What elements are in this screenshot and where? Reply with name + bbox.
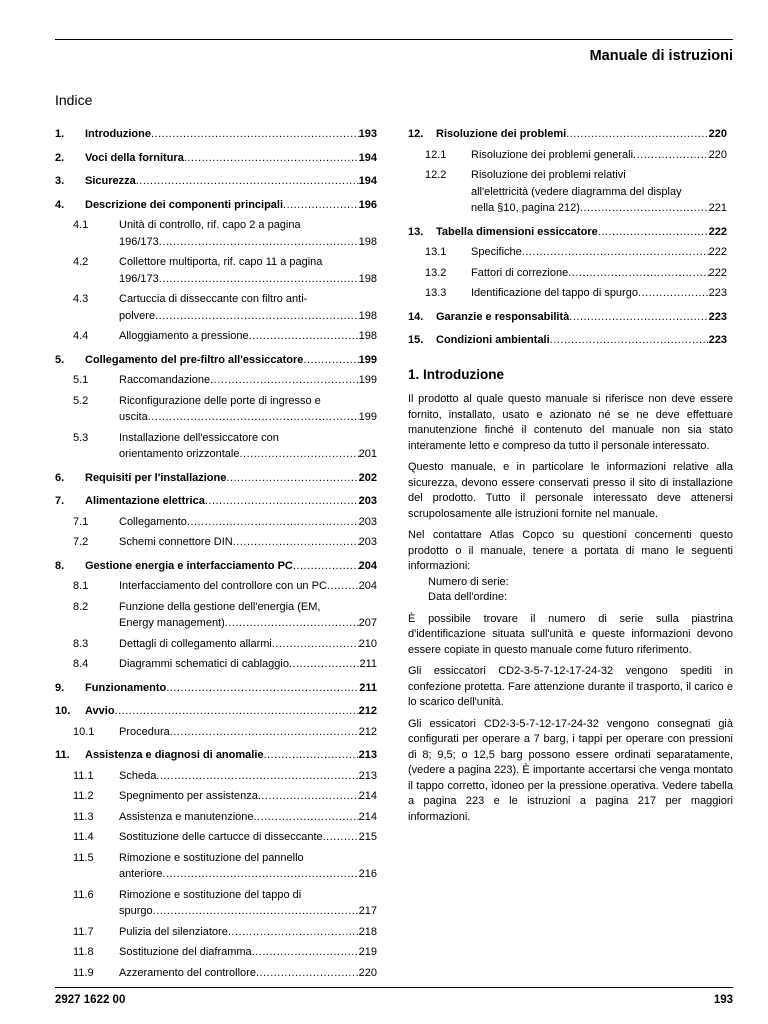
- toc-entry-title: Funzionamento: [85, 681, 167, 694]
- toc-dot-leader: [115, 703, 359, 720]
- toc-entry-page: 196: [358, 198, 377, 211]
- toc-entry-page: 203: [358, 536, 377, 548]
- toc-entry-title: Cartuccia di disseccante con filtro anti-: [119, 293, 308, 305]
- toc-entry-number: 5.: [55, 353, 65, 366]
- toc-entry[interactable]: [55, 291, 377, 324]
- toc-entry[interactable]: [55, 599, 377, 632]
- toc-entry[interactable]: [408, 285, 727, 302]
- toc-entry[interactable]: [55, 829, 377, 846]
- toc-entry-page: 212: [358, 725, 377, 738]
- toc-entry-page: 193: [358, 128, 377, 140]
- toc-dot-leader: [156, 768, 358, 785]
- toc-entry[interactable]: [55, 534, 377, 551]
- toc-entry-number: 5.2: [73, 394, 89, 407]
- toc-entry[interactable]: [55, 514, 377, 531]
- toc-entry-page: 218: [358, 925, 377, 938]
- toc-entry-number: 4.: [55, 198, 65, 211]
- toc-entry[interactable]: [55, 352, 377, 369]
- toc-entry[interactable]: [55, 328, 377, 345]
- toc-entry-title: Rimozione e sostituzione del tappo di: [119, 888, 302, 901]
- toc-dot-leader: [187, 514, 359, 531]
- toc-dot-leader: [264, 747, 359, 764]
- toc-entry-number: 5.1: [73, 374, 89, 386]
- toc-entry-page: 198: [358, 309, 377, 322]
- toc-entry-page: 204: [358, 580, 377, 592]
- toc-entry-page: 203: [358, 495, 377, 507]
- toc-entry-title: Interfacciamento del controllore con un PC: [119, 580, 327, 592]
- toc-entry-title: Collettore multiporta, rif. capo 11 a pagina: [119, 256, 323, 268]
- toc-entry-title: spurgo: [119, 905, 153, 917]
- toc-dot-leader: [249, 328, 359, 345]
- toc-entry[interactable]: [55, 747, 377, 764]
- toc-entry-title: Dettagli di collegamento allarmi: [119, 637, 272, 650]
- intro-list-item: Numero di serie:: [428, 575, 509, 588]
- toc-entry-number: 12.: [408, 128, 424, 140]
- toc-entry[interactable]: [55, 150, 377, 167]
- toc-entry-number: 8.3: [73, 637, 89, 650]
- toc-entry-number: 1.: [55, 128, 65, 140]
- toc-dot-leader: [159, 234, 359, 251]
- toc-entry[interactable]: [55, 126, 377, 143]
- toc-entry-title: all'elettricità (vedere diagramma del display: [471, 185, 682, 198]
- toc-entry-number: 11.2: [73, 790, 94, 802]
- toc-entry[interactable]: [55, 254, 377, 287]
- toc-entry-page: 220: [708, 148, 727, 161]
- toc-entry[interactable]: [55, 965, 377, 982]
- toc-entry[interactable]: [55, 850, 377, 883]
- toc-dot-leader: [205, 493, 359, 510]
- toc-entry-title: Requisiti per l'installazione: [85, 471, 227, 484]
- toc-right-column: [408, 126, 727, 349]
- toc-entry-number: 7.1: [73, 515, 89, 528]
- intro-paragraph: È possibile trovare il numero di serie sulla piastrina d'identificazione situata sull'unità e queste informazioni devono essere copiate in questo manuale come futuro riferimento.: [408, 612, 733, 656]
- toc-entry-page: 194: [358, 151, 377, 164]
- toc-entry-title: 196/173: [119, 235, 159, 248]
- toc-entry-title: Procedura: [119, 725, 170, 738]
- toc-entry-number: 2.: [55, 151, 65, 164]
- toc-entry-page: 220: [358, 966, 377, 979]
- toc-entry-title: Alloggiamento a pressione: [119, 330, 249, 342]
- introduction-text: [408, 392, 733, 831]
- toc-entry[interactable]: [55, 493, 377, 510]
- toc-entry-title: Energy management): [119, 617, 225, 629]
- toc-entry-page: 202: [358, 471, 377, 484]
- toc-entry-page: 211: [359, 681, 377, 694]
- toc-dot-leader: [283, 197, 359, 214]
- toc-entry[interactable]: [408, 126, 727, 143]
- toc-entry-title: nella §10, pagina 212): [471, 202, 580, 214]
- toc-entry-page: 213: [358, 769, 377, 782]
- toc-entry-title: Installazione dell'essiccatore con: [119, 431, 279, 444]
- intro-paragraph: Gli essicatori CD2-3-5-7-12-17-24-32 vengono consegnati già configurati per operare a 7 barg, i tappi per operare con pressioni di 8; 9,5; o 12,5 barg possono essere ordinati separatamente, (vedere a pagina 223). È importante accertarsi che venga montato il tappo corretto, idoneo per la pressione operativa. Vedere tabella a pagina 223 e le istruzioni a pagina 217 per maggiori informazioni.: [408, 717, 733, 823]
- toc-entry-number: 8.1: [73, 580, 89, 592]
- intro-list-item: Data dell'ordine:: [428, 591, 508, 603]
- toc-entry[interactable]: [55, 217, 377, 250]
- toc-entry-title: Diagrammi schematici di cablaggio: [119, 658, 289, 670]
- toc-entry[interactable]: [55, 924, 377, 941]
- toc-dot-leader: [522, 244, 709, 261]
- toc-entry[interactable]: [408, 167, 727, 217]
- toc-entry-page: 213: [358, 749, 377, 761]
- toc-dot-leader: [254, 809, 359, 826]
- index-heading: Indice: [55, 92, 93, 108]
- toc-dot-leader: [258, 788, 359, 805]
- toc-entry[interactable]: [55, 809, 377, 826]
- toc-entry-number: 11.9: [73, 966, 94, 979]
- intro-paragraph: Gli essiccatori CD2-3-5-7-12-17-24-32 vengono spediti in confezione protetta. Fare attenzione durante il trasporto, il carico e lo scarico dell'unità.: [408, 665, 733, 708]
- toc-entry-page: 203: [358, 515, 377, 528]
- toc-dot-leader: [252, 944, 359, 961]
- toc-entry-page: 204: [358, 559, 377, 572]
- toc-entry-title: Assistenza e diagnosi di anomalie: [85, 749, 264, 761]
- intro-paragraph: Questo manuale, e in particolare le informazioni relative alla sicurezza, devono essere conservati presso il sito di installazione del prodotto. Tutto il personale interessato deve attenersi scrupolosamente alle istruzioni fornite nel manuale.: [408, 461, 733, 520]
- toc-entry-number: 11.3: [73, 810, 94, 823]
- toc-entry-page: 222: [708, 225, 727, 238]
- toc-entry-number: 11.1: [73, 769, 94, 782]
- toc-entry-title: Voci della fornitura: [85, 151, 184, 164]
- toc-entry-title: Specifiche: [471, 246, 522, 258]
- toc-entry-number: 4.1: [73, 219, 89, 231]
- toc-entry-title: Risoluzione dei problemi generali: [471, 148, 634, 161]
- toc-entry-title: Azzeramento del controllore: [119, 966, 256, 979]
- toc-entry-number: 12.2: [425, 169, 447, 181]
- toc-entry-number: 11.: [55, 749, 70, 761]
- toc-entry-title: Assistenza e manutenzione: [119, 810, 254, 823]
- toc-dot-leader: [159, 271, 359, 288]
- toc-entry-title: 196/173: [119, 272, 159, 285]
- toc-entry-number: 6.: [55, 471, 65, 484]
- toc-entry[interactable]: [55, 393, 377, 426]
- toc-dot-leader: [289, 656, 359, 673]
- page-number: 193: [713, 994, 733, 1006]
- toc-dot-leader: [153, 903, 359, 920]
- toc-entry-page: 198: [358, 272, 377, 285]
- toc-left-column: [55, 126, 377, 981]
- toc-entry-page: 217: [358, 905, 377, 917]
- toc-entry-page: 207: [358, 617, 377, 629]
- toc-entry-page: 211: [359, 658, 377, 670]
- toc-entry[interactable]: [408, 147, 727, 164]
- toc-dot-leader: [633, 147, 709, 164]
- toc-dot-leader: [256, 965, 359, 982]
- toc-entry-title: Scheda: [119, 769, 157, 782]
- toc-entry-number: 9.: [55, 681, 65, 694]
- toc-entry-title: Sostituzione delle cartucce di disseccante: [119, 831, 323, 843]
- toc-entry-title: Risoluzione dei problemi relativi: [471, 169, 626, 181]
- toc-entry-title: Avvio: [85, 705, 115, 717]
- toc-entry-title: Fattori di correzione: [471, 266, 569, 279]
- toc-entry-number: 8.: [55, 559, 65, 572]
- toc-dot-leader: [293, 558, 359, 575]
- document-code: 2927 1622 00: [55, 994, 126, 1006]
- toc-entry-page: 199: [358, 374, 377, 386]
- intro-paragraph: Nel contattare Atlas Copco su questioni concernenti questo prodotto o il manuale, tenere a portata di mano le seguenti informazioni:: [408, 529, 733, 572]
- toc-entry-title: Introduzione: [85, 128, 151, 140]
- toc-entry[interactable]: [55, 173, 377, 190]
- toc-dot-leader: [155, 308, 359, 325]
- toc-entry-page: 199: [358, 411, 377, 423]
- toc-entry-number: 13.2: [425, 266, 447, 279]
- toc-dot-leader: [226, 470, 358, 487]
- toc-entry-number: 4.4: [73, 330, 89, 342]
- toc-entry-page: 214: [358, 790, 377, 802]
- toc-entry-page: 210: [358, 637, 377, 650]
- toc-entry-number: 3.: [55, 175, 65, 187]
- introduction-heading: 1. Introduzione: [408, 367, 504, 382]
- toc-entry-number: 11.5: [73, 851, 94, 864]
- intro-paragraph: Il prodotto al quale questo manuale si riferisce non deve essere fornito, installato, usato e azionato né se ne deve effettuare manutenzione finché il contenuto del manuale non sia stato interamente letto e compreso da tutto il personale interessato.: [408, 393, 733, 452]
- toc-dot-leader: [550, 332, 709, 349]
- toc-dot-leader: [170, 724, 359, 741]
- toc-entry-title: Condizioni ambientali: [436, 334, 550, 346]
- toc-entry-title: Descrizione dei componenti principali: [85, 198, 284, 211]
- toc-dot-leader: [638, 285, 709, 302]
- toc-entry[interactable]: [55, 768, 377, 785]
- footer-rule: [55, 987, 733, 988]
- toc-entry-title: Collegamento del pre-filtro all'essiccatore: [85, 353, 304, 366]
- toc-entry[interactable]: [408, 332, 727, 349]
- toc-dot-leader: [151, 126, 359, 143]
- toc-entry[interactable]: [55, 788, 377, 805]
- toc-dot-leader: [228, 924, 359, 941]
- toc-entry-title: Alimentazione elettrica: [85, 495, 205, 507]
- document-title: Manuale di istruzioni: [589, 48, 733, 64]
- toc-entry-page: 222: [708, 266, 727, 279]
- toc-entry-page: 199: [358, 353, 377, 366]
- toc-entry-page: 215: [358, 831, 377, 843]
- toc-entry-number: 11.8: [73, 946, 94, 958]
- toc-entry-number: 12.1: [425, 148, 447, 161]
- toc-entry[interactable]: [55, 656, 377, 673]
- toc-dot-leader: [598, 224, 709, 241]
- toc-entry[interactable]: [55, 430, 377, 463]
- toc-entry-page: 198: [358, 235, 377, 248]
- toc-entry-number: 4.2: [73, 256, 89, 268]
- toc-entry-title: anteriore: [119, 868, 163, 880]
- toc-entry-page: 221: [708, 202, 727, 214]
- toc-dot-leader: [272, 636, 359, 653]
- toc-dot-leader: [162, 866, 358, 883]
- toc-entry-title: Sicurezza: [85, 175, 136, 187]
- toc-entry[interactable]: [55, 372, 377, 389]
- toc-entry-title: Identificazione del tappo di spurgo: [471, 287, 638, 299]
- toc-entry-title: Funzione della gestione dell'energia (EM,: [119, 600, 321, 613]
- toc-entry-title: Sostituzione del diaframma: [119, 946, 252, 958]
- toc-entry-number: 14.: [408, 310, 424, 323]
- toc-entry-title: Collegamento: [119, 515, 187, 528]
- toc-entry-page: 223: [708, 310, 727, 323]
- toc-entry-number: 13.: [408, 225, 424, 238]
- toc-dot-leader: [327, 578, 359, 595]
- toc-entry-title: Gestione energia e interfacciamento PC: [85, 559, 293, 572]
- toc-entry[interactable]: [55, 724, 377, 741]
- toc-entry[interactable]: [55, 680, 377, 697]
- toc-entry[interactable]: [55, 578, 377, 595]
- toc-entry-page: 223: [708, 334, 727, 346]
- toc-entry[interactable]: [55, 470, 377, 487]
- toc-entry-page: 198: [358, 330, 377, 342]
- toc-dot-leader: [303, 352, 358, 369]
- toc-entry-page: 216: [358, 868, 377, 880]
- toc-entry-page: 223: [708, 287, 727, 299]
- toc-entry[interactable]: [55, 887, 377, 920]
- toc-entry-title: Schemi connettore DIN: [119, 536, 233, 548]
- toc-entry-page: 220: [708, 128, 727, 140]
- toc-entry-title: Risoluzione dei problemi: [436, 128, 567, 140]
- toc-dot-leader: [580, 200, 709, 217]
- toc-entry-number: 11.7: [73, 925, 94, 938]
- toc-dot-leader: [323, 829, 359, 846]
- toc-entry-title: Garanzie e responsabilità: [436, 310, 570, 323]
- toc-dot-leader: [569, 309, 708, 326]
- toc-entry-number: 11.6: [73, 888, 94, 901]
- toc-entry-title: Raccomandazione: [119, 374, 211, 386]
- toc-entry-title: Unità di controllo, rif. capo 2 a pagina: [119, 219, 301, 231]
- toc-entry[interactable]: [55, 197, 377, 214]
- toc-entry-page: 201: [358, 448, 377, 460]
- toc-dot-leader: [148, 409, 359, 426]
- toc-entry[interactable]: [55, 558, 377, 575]
- toc-dot-leader: [566, 126, 708, 143]
- toc-entry-page: 222: [708, 246, 727, 258]
- toc-entry-title: orientamento orizzontale: [119, 448, 240, 460]
- toc-dot-leader: [210, 372, 359, 389]
- toc-entry-page: 214: [358, 810, 377, 823]
- toc-dot-leader: [239, 446, 358, 463]
- toc-entry[interactable]: [408, 224, 727, 241]
- toc-dot-leader: [568, 265, 708, 282]
- toc-entry-title: Pulizia del silenziatore: [119, 925, 228, 938]
- toc-entry-number: 15.: [408, 334, 424, 346]
- toc-entry[interactable]: [408, 309, 727, 326]
- toc-entry-number: 11.4: [73, 831, 94, 843]
- toc-entry[interactable]: [55, 703, 377, 720]
- toc-entry-page: 219: [358, 946, 377, 958]
- toc-entry-number: 7.: [55, 495, 65, 507]
- toc-entry-title: Rimozione e sostituzione del pannello: [119, 851, 304, 864]
- toc-entry-number: 10.1: [73, 725, 95, 738]
- toc-entry-title: Riconfigurazione delle porte di ingresso e: [119, 394, 321, 407]
- toc-entry-number: 5.3: [73, 431, 89, 444]
- toc-entry-number: 10.: [55, 705, 71, 717]
- toc-entry-page: 194: [358, 175, 377, 187]
- toc-entry-title: polvere: [119, 309, 156, 322]
- toc-dot-leader: [233, 534, 359, 551]
- header-rule: [55, 39, 733, 40]
- toc-dot-leader: [225, 615, 359, 632]
- toc-entry-number: 13.1: [425, 246, 447, 258]
- toc-entry[interactable]: [408, 265, 727, 282]
- toc-entry[interactable]: [55, 944, 377, 961]
- toc-entry-title: Spegnimento per assistenza: [119, 790, 258, 802]
- toc-entry-number: 13.3: [425, 287, 447, 299]
- toc-entry[interactable]: [55, 636, 377, 653]
- toc-entry-title: Tabella dimensioni essiccatore: [436, 225, 598, 238]
- toc-entry-title: uscita: [119, 411, 148, 423]
- toc-entry[interactable]: [408, 244, 727, 261]
- toc-entry-number: 7.2: [73, 536, 89, 548]
- toc-dot-leader: [184, 150, 359, 167]
- toc-entry-number: 4.3: [73, 293, 89, 305]
- toc-entry-number: 8.2: [73, 600, 89, 613]
- toc-dot-leader: [166, 680, 359, 697]
- toc-dot-leader: [136, 173, 359, 190]
- toc-entry-page: 212: [358, 705, 377, 717]
- toc-entry-number: 8.4: [73, 658, 89, 670]
